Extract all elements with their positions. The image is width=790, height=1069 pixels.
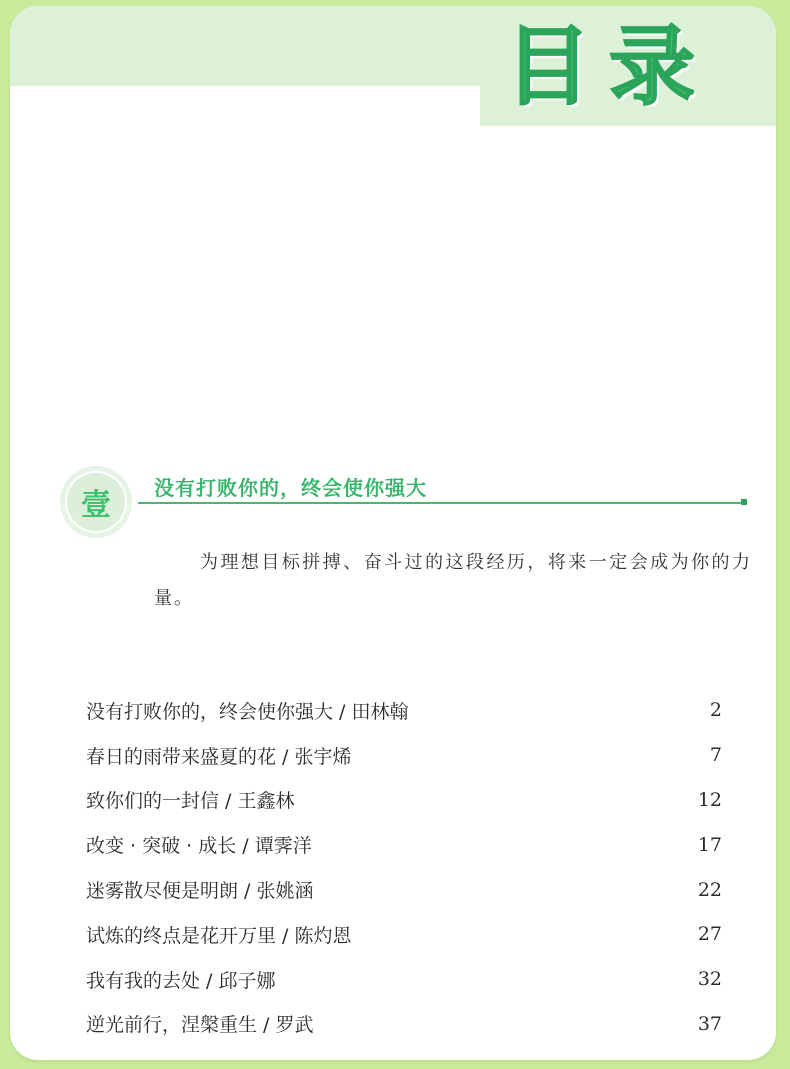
toc-entry-title: 试炼的终点是花开万里 / 陈灼恩 [86, 924, 352, 947]
toc-entry-title: 迷雾散尽便是明朗 / 张姚涵 [86, 880, 314, 903]
page-title: 目录 [505, 17, 713, 117]
toc-entry[interactable] [86, 912, 722, 957]
toc-entry[interactable] [86, 733, 722, 778]
toc-entry-title: 逆光前行，涅槃重生 / 罗武 [86, 1014, 314, 1037]
toc-entry-page: 37 [697, 1012, 722, 1035]
toc-entry-title: 改变 · 突破 · 成长 / 谭霁洋 [86, 835, 312, 858]
header-notch-cover [10, 86, 480, 166]
toc-entry-page: 7 [709, 744, 722, 767]
toc-entry[interactable] [86, 688, 722, 733]
toc-entry[interactable] [86, 778, 722, 823]
toc-entry-page: 27 [697, 923, 722, 946]
toc-entry-page: 17 [697, 833, 722, 856]
section-badge [60, 466, 132, 538]
table-of-contents [86, 688, 722, 1046]
toc-entry[interactable] [86, 822, 722, 867]
toc-entry-page: 22 [697, 878, 722, 901]
toc-entry[interactable] [86, 1002, 722, 1047]
toc-entry[interactable] [86, 957, 722, 1002]
section-badge-label: 壹 [65, 471, 127, 533]
section-divider [138, 502, 743, 504]
toc-entry-title: 春日的雨带来盛夏的花 / 张宇烯 [86, 745, 352, 768]
toc-entry-page: 12 [697, 788, 722, 811]
toc-entry-title: 我有我的去处 / 邱子娜 [86, 969, 276, 992]
section-divider-end [741, 499, 747, 505]
toc-entry-page: 32 [697, 968, 722, 991]
section-description: 为理想目标拼搏、奋斗过的这段经历，将来一定会成为你的力量。 [154, 552, 752, 609]
toc-entry-title: 致你们的一封信 / 王鑫林 [86, 790, 295, 813]
toc-entry-page: 2 [709, 699, 722, 722]
toc-entry-title: 没有打败你的，终会使你强大 / 田林翰 [86, 700, 409, 723]
section-title: 没有打败你的，终会使你强大 [154, 476, 427, 500]
toc-entry[interactable] [86, 867, 722, 912]
